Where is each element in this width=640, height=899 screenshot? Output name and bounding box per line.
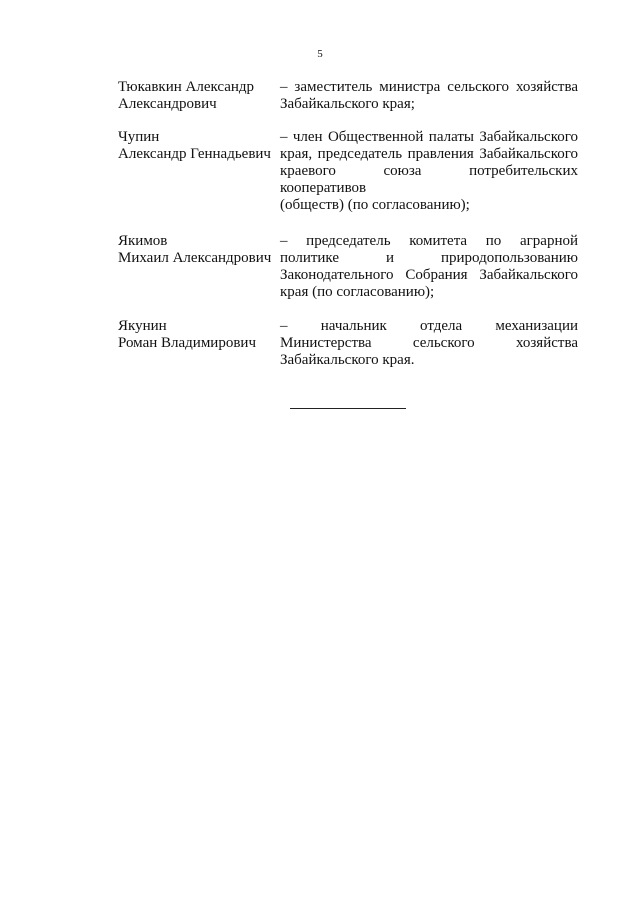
member-role-line: (обществ) (по согласованию);: [280, 197, 470, 213]
member-role-line: – член Общественной палаты Забайкальского: [280, 129, 578, 145]
member-role-line: Министерства сельского хозяйства: [280, 335, 578, 351]
member-name-line: Александр Геннадьевич: [118, 146, 271, 162]
member-role: [280, 129, 578, 214]
member-role-line: Законодательного Собрания Забайкальского: [280, 267, 578, 283]
member-role: [280, 318, 578, 369]
member-role: [280, 79, 578, 113]
member-role-line: – заместитель министра сельского хозяйства: [280, 79, 578, 95]
member-surname-line: Якимов: [118, 233, 168, 249]
member-entry: [118, 79, 578, 113]
member-entry: [118, 233, 578, 301]
member-entry: [118, 129, 578, 214]
member-role-line: Забайкальского края.: [280, 352, 415, 368]
member-role-line: – председатель комитета по аграрной: [280, 233, 578, 249]
member-role-line: краевого союза потребительских кооперативов: [280, 163, 578, 196]
member-role-line: Забайкальского края;: [280, 96, 415, 112]
member-name-line: Михаил Александрович: [118, 250, 272, 266]
member-name-line: Александрович: [118, 96, 217, 112]
member-role: [280, 233, 578, 301]
commission-members-list: [118, 79, 578, 385]
member-entry: [118, 318, 578, 369]
member-surname-line: Якунин: [118, 318, 167, 334]
page-number: 5: [317, 48, 323, 60]
member-surname-line: Чупин: [118, 129, 160, 145]
member-name: [118, 233, 280, 301]
member-name: [118, 79, 280, 113]
end-separator-line: [290, 408, 406, 409]
member-name: [118, 129, 280, 214]
member-name-line: Роман Владимирович: [118, 335, 256, 351]
member-surname-line: Тюкавкин Александр: [118, 79, 255, 95]
member-role-line: края, председатель правления Забайкальского: [280, 146, 578, 162]
member-role-line: – начальник отдела механизации: [280, 318, 578, 334]
member-role-line: политике и природопользованию: [280, 250, 578, 266]
member-role-line: края (по согласованию);: [280, 284, 435, 300]
member-name: [118, 318, 280, 369]
